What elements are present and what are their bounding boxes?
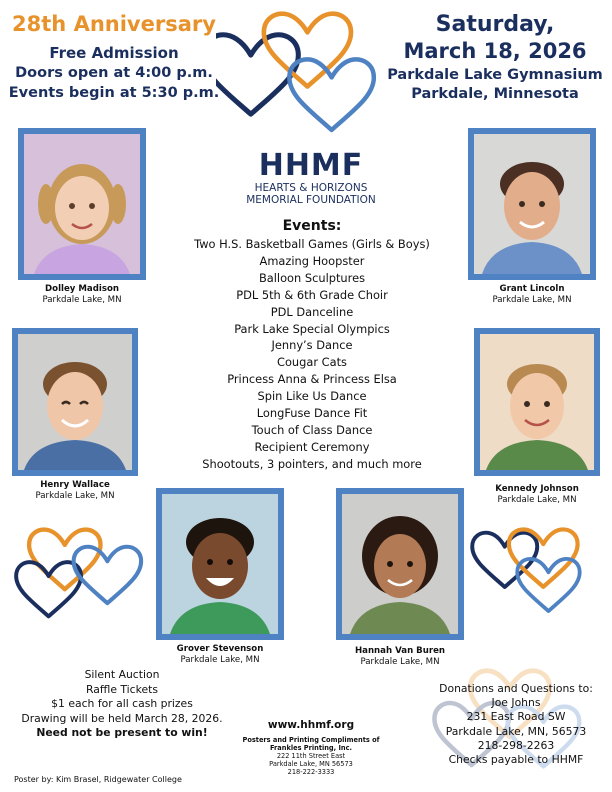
photo-frame-hannah [336, 488, 464, 640]
donations-block [420, 682, 612, 767]
caption-kennedy [462, 484, 612, 506]
kid-name: Henry Wallace [40, 480, 110, 490]
event-item: Cougar Cats [277, 355, 347, 370]
kid-town: Parkdale Lake, MN [360, 657, 440, 667]
event-item: Balloon Sculptures [258, 270, 366, 285]
kid-town: Parkdale Lake, MN [492, 295, 572, 305]
kid-name: Grover Stevenson [176, 644, 264, 654]
date-heading: March 18, 2026 [403, 39, 587, 63]
donations-name: Joe Johns [491, 696, 541, 710]
anniversary-heading: 28th Anniversary [12, 12, 216, 36]
printer-line4: Parkdale Lake, MN 56573 [269, 760, 353, 768]
child-photo-hannah [342, 494, 458, 634]
donations-street: 231 East Road SW [466, 710, 566, 724]
caption-grover [146, 644, 294, 666]
event-item: Two H.S. Basketball Games (Girls & Boys) [194, 237, 430, 251]
logo-acronym: HHMF [258, 148, 364, 183]
caption-dolley [8, 284, 156, 306]
auction-line3: $1 each for all cash prizes [51, 697, 193, 710]
website-link[interactable]: www.hhmf.org [267, 719, 355, 731]
kid-name: Hannah Van Buren [354, 646, 446, 656]
auction-line2: Raffle Tickets [86, 682, 158, 696]
logo-hearts-icon [216, 4, 396, 154]
event-item: Jenny’s Dance [271, 338, 353, 353]
auction-block [6, 668, 238, 741]
poster-credit: Poster by: Kim Brasel, Ridgewater College [14, 775, 182, 784]
center-footer [236, 718, 386, 776]
logo-block [200, 150, 422, 206]
event-item: PDL 5th & 6th Grade Choir [236, 287, 388, 302]
logo-line1: HEARTS & HORIZONS [254, 182, 368, 194]
donations-checks: Checks payable to HHMF [448, 753, 584, 767]
donations-city: Parkdale Lake, MN, 56573 [445, 724, 587, 738]
kid-name: Dolley Madison [45, 284, 119, 294]
caption-grant [458, 284, 606, 306]
kid-town: Parkdale Lake, MN [180, 655, 260, 665]
photo-frame-grover [156, 488, 284, 640]
auction-line4: Drawing will be held March 28, 2026. [21, 711, 223, 725]
kid-town: Parkdale Lake, MN [35, 491, 115, 501]
kid-town: Parkdale Lake, MN [497, 495, 577, 505]
events-title: Events: [282, 218, 342, 234]
child-photo-kennedy [480, 334, 594, 470]
child-photo-grover [162, 494, 278, 634]
donations-title: Donations and Questions to: [439, 682, 593, 695]
event-item: Spin Like Us Dance [257, 389, 367, 404]
header-left [8, 12, 220, 103]
auction-line1: Silent Auction [84, 668, 160, 681]
donations-phone: 218-298-2263 [477, 738, 555, 752]
event-item: Shootouts, 3 pointers, and much more [202, 456, 422, 471]
printer-credit [236, 736, 386, 776]
child-photo-henry [18, 334, 132, 470]
kid-town: Parkdale Lake, MN [42, 295, 122, 305]
event-item: Amazing Hoopster [259, 253, 365, 268]
kid-name: Grant Lincoln [499, 284, 565, 294]
printer-line1: Posters and Printing Compliments of [242, 736, 380, 744]
day-heading: Saturday, [435, 12, 555, 37]
event-item: LongFuse Dance Fit [256, 406, 368, 421]
photo-frame-grant [468, 128, 596, 280]
printer-line5: 218-222-3333 [287, 768, 335, 776]
printer-line3: 222 11th Street East [276, 752, 346, 760]
photo-frame-kennedy [474, 328, 600, 476]
kid-name: Kennedy Johnson [495, 484, 579, 494]
printer-line2: Frankles Printing, Inc. [269, 744, 353, 752]
city-text: Parkdale, Minnesota [411, 86, 579, 102]
auction-line5: Need not be present to win! [36, 726, 208, 739]
child-photo-grant [474, 134, 590, 274]
logo-line2: MEMORIAL FOUNDATION [246, 194, 376, 206]
event-item: Park Lake Special Olympics [234, 321, 390, 336]
events-items [160, 236, 464, 473]
right-hearts-icon [468, 520, 610, 634]
event-item: Touch of Class Dance [251, 422, 373, 437]
event-item: Recipient Ceremony [254, 439, 370, 454]
photo-frame-dolley [18, 128, 146, 280]
admission-text: Free Admission [49, 44, 179, 62]
venue-text: Parkdale Lake Gymnasium [387, 67, 603, 83]
events-begin-text: Events begin at 5:30 p.m. [8, 85, 220, 101]
child-photo-dolley [24, 134, 140, 274]
event-item: PDL Danceline [270, 304, 354, 319]
header-right [380, 12, 610, 104]
doors-text: Doors open at 4:00 p.m. [15, 65, 213, 81]
photo-frame-henry [12, 328, 138, 476]
left-hearts-icon [8, 520, 156, 638]
events-list [160, 218, 464, 473]
caption-henry [0, 480, 150, 502]
event-item: Princess Anna & Princess Elsa [227, 372, 397, 387]
